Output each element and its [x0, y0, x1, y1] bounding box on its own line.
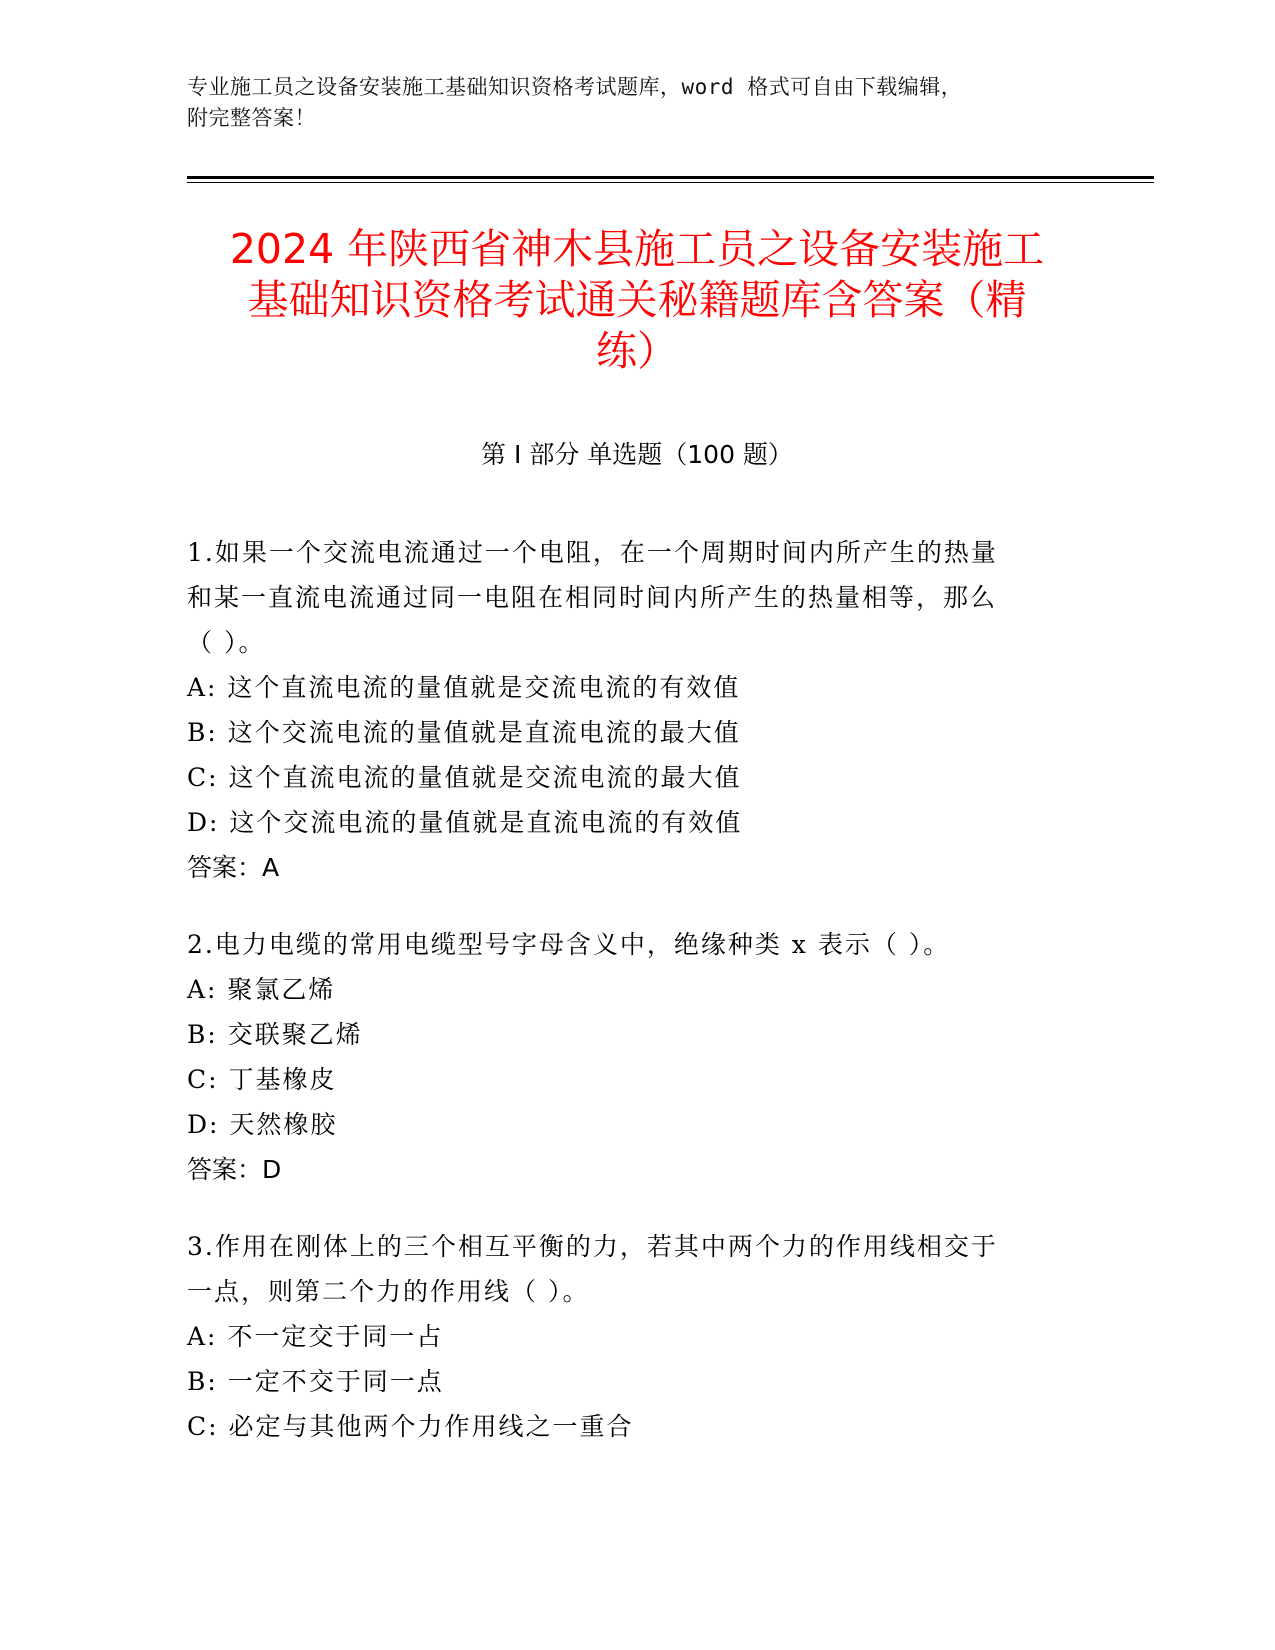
header-divider-thin: [187, 182, 1154, 183]
question-1-option-b: B: 这个交流电流的量值就是直流电流的最大值: [187, 718, 741, 747]
title-line-1: 2024 年陕西省神木县施工员之设备安装施工: [229, 225, 1045, 273]
question-1-option-c: C: 这个直流电流的量值就是交流电流的最大值: [187, 763, 742, 792]
header-line-2: 附完整答案！: [187, 106, 316, 130]
question-3-option-c: C: 必定与其他两个力作用线之一重合: [187, 1412, 634, 1441]
question-3-option-b: B: 一定不交于同一点: [187, 1367, 444, 1396]
question-1-stem-line-1: 1.如果一个交流电流通过一个电阻，在一个周期时间内所产生的热量: [187, 538, 998, 567]
question-2: [187, 922, 1077, 1192]
document-header: [187, 72, 1087, 134]
section-title: 第 I 部分 单选题（100 题）: [481, 440, 793, 469]
question-1-answer: 答案：A: [187, 853, 280, 882]
question-1: [187, 530, 1077, 890]
question-1-stem-line-3: （ ）。: [187, 628, 266, 657]
question-2-stem-line-1: 2.电力电缆的常用电缆型号字母含义中，绝缘种类 x 表示（ ）。: [187, 930, 951, 959]
question-2-option-a: A: 聚氯乙烯: [187, 975, 336, 1004]
question-2-answer: 答案：D: [187, 1155, 282, 1184]
question-1-option-a: A: 这个直流电流的量值就是交流电流的有效值: [187, 673, 741, 702]
question-list: [187, 530, 1077, 1481]
question-3-stem-line-2: 一点，则第二个力的作用线（ ）。: [187, 1277, 590, 1306]
title-line-2: 基础知识资格考试通关秘籍题库含答案（精: [247, 276, 1027, 324]
title-line-3: 练）: [596, 327, 678, 375]
document-title: [187, 224, 1087, 377]
question-2-option-b: B: 交联聚乙烯: [187, 1020, 363, 1049]
header-line-1: 专业施工员之设备安装施工基础知识资格考试题库，word 格式可自由下载编辑，: [187, 75, 963, 99]
question-1-option-d: D: 这个交流电流的量值就是直流电流的有效值: [187, 808, 743, 837]
question-3-stem-line-1: 3.作用在刚体上的三个相互平衡的力，若其中两个力的作用线相交于: [187, 1232, 998, 1261]
question-3: [187, 1224, 1077, 1449]
question-2-option-c: C: 丁基橡皮: [187, 1065, 337, 1094]
header-divider-thick: [187, 176, 1154, 179]
question-3-option-a: A: 不一定交于同一占: [187, 1322, 444, 1351]
question-1-stem-line-2: 和某一直流电流通过同一电阻在相同时间内所产生的热量相等，那么: [187, 583, 998, 612]
question-2-option-d: D: 天然橡胶: [187, 1110, 338, 1139]
